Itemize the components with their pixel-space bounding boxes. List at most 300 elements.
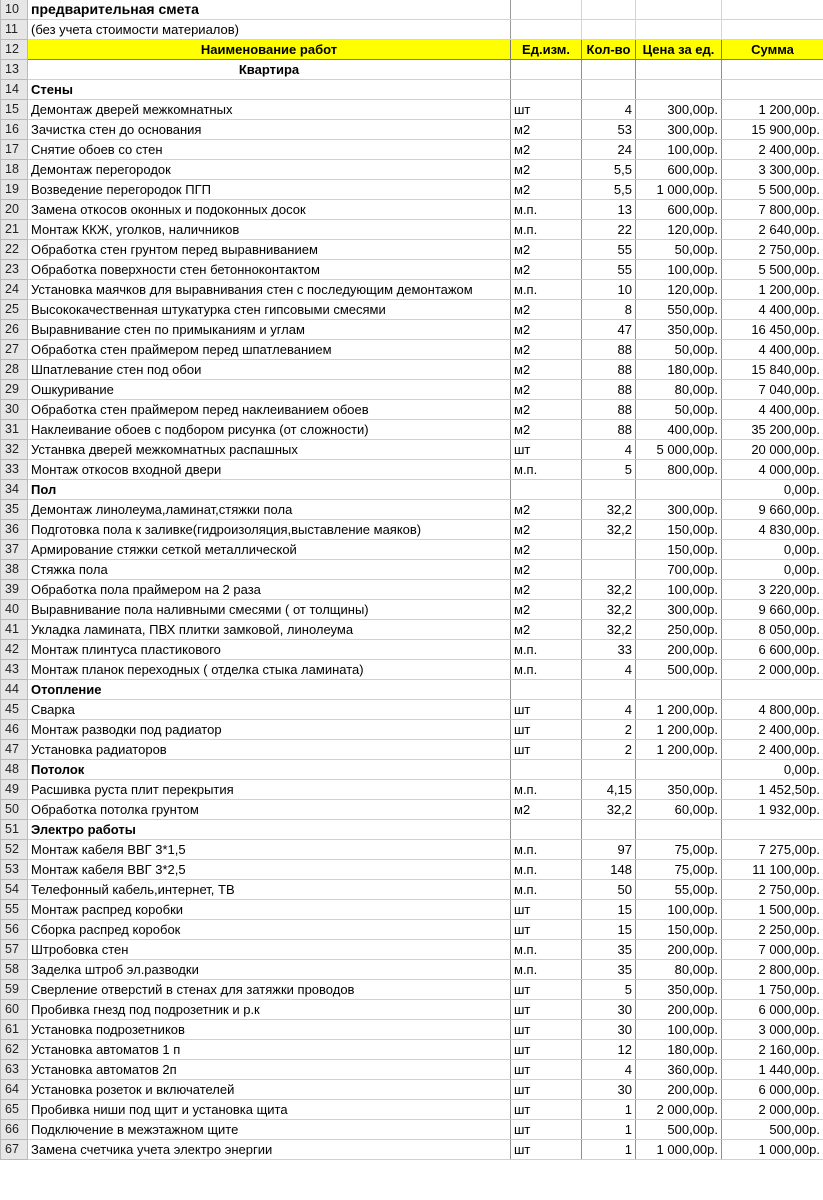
quantity-cell[interactable]: 53 (582, 120, 636, 140)
work-name[interactable]: Монтаж разводки под радиатор (28, 720, 511, 740)
sum-cell[interactable]: 15 900,00р. (722, 120, 823, 140)
row-number[interactable]: 17 (1, 140, 28, 160)
unit-cell[interactable]: шт (511, 700, 582, 720)
quantity-cell[interactable]: 10 (582, 280, 636, 300)
quantity-cell[interactable]: 35 (582, 940, 636, 960)
unit-cell[interactable]: шт (511, 440, 582, 460)
sum-cell[interactable]: 11 100,00р. (722, 860, 823, 880)
work-name[interactable]: Установка автоматов 1 п (28, 1040, 511, 1060)
unit-cell[interactable]: шт (511, 100, 582, 120)
row-number[interactable]: 67 (1, 1140, 28, 1160)
quantity-cell[interactable]: 5,5 (582, 180, 636, 200)
quantity-cell[interactable]: 47 (582, 320, 636, 340)
row-number[interactable]: 10 (1, 0, 28, 20)
unit-cell[interactable]: м2 (511, 620, 582, 640)
row-number[interactable]: 64 (1, 1080, 28, 1100)
quantity-cell[interactable]: 24 (582, 140, 636, 160)
unit-cell[interactable]: шт (511, 1060, 582, 1080)
sum-cell[interactable]: 4 800,00р. (722, 700, 823, 720)
work-name[interactable]: Пробивка гнезд под подрозетник и р.к (28, 1000, 511, 1020)
row-number[interactable]: 14 (1, 80, 28, 100)
row-number[interactable]: 29 (1, 380, 28, 400)
price-cell[interactable]: 1 200,00р. (636, 740, 722, 760)
header-sum[interactable]: Сумма (722, 40, 823, 60)
sum-cell[interactable]: 2 000,00р. (722, 1100, 823, 1120)
sum-cell[interactable] (722, 80, 823, 100)
unit-cell[interactable] (511, 480, 582, 500)
quantity-cell[interactable] (582, 60, 636, 80)
work-name[interactable]: Стены (28, 80, 511, 100)
quantity-cell[interactable]: 15 (582, 900, 636, 920)
sum-cell[interactable]: 9 660,00р. (722, 600, 823, 620)
price-cell[interactable]: 200,00р. (636, 1080, 722, 1100)
quantity-cell[interactable] (582, 80, 636, 100)
quantity-cell[interactable]: 22 (582, 220, 636, 240)
work-name[interactable]: Снятие обоев со стен (28, 140, 511, 160)
unit-cell[interactable]: м2 (511, 400, 582, 420)
work-name[interactable]: Квартира (28, 60, 511, 80)
quantity-cell[interactable]: 1 (582, 1100, 636, 1120)
price-cell[interactable]: 150,00р. (636, 520, 722, 540)
sum-cell[interactable] (722, 60, 823, 80)
unit-cell[interactable]: шт (511, 1140, 582, 1160)
work-name[interactable]: Обработка стен грунтом перед выравниванием (28, 240, 511, 260)
price-cell[interactable]: 300,00р. (636, 500, 722, 520)
price-cell[interactable] (636, 820, 722, 840)
row-number[interactable]: 31 (1, 420, 28, 440)
work-name[interactable]: Обработка стен праймером перед шпатлеванием (28, 340, 511, 360)
price-cell[interactable]: 500,00р. (636, 1120, 722, 1140)
quantity-cell[interactable]: 2 (582, 740, 636, 760)
price-cell[interactable]: 200,00р. (636, 940, 722, 960)
cell[interactable] (636, 0, 722, 20)
row-number[interactable]: 38 (1, 560, 28, 580)
estimate-title[interactable]: предварительная смета (28, 0, 511, 20)
sum-cell[interactable]: 4 830,00р. (722, 520, 823, 540)
unit-cell[interactable]: м2 (511, 300, 582, 320)
row-number[interactable]: 60 (1, 1000, 28, 1020)
row-number[interactable]: 43 (1, 660, 28, 680)
work-name[interactable]: Установка розеток и включателей (28, 1080, 511, 1100)
estimate-subtitle[interactable]: (без учета стоимости материалов) (28, 20, 511, 40)
cell[interactable] (582, 20, 636, 40)
price-cell[interactable]: 360,00р. (636, 1060, 722, 1080)
sum-cell[interactable]: 4 000,00р. (722, 460, 823, 480)
price-cell[interactable]: 50,00р. (636, 340, 722, 360)
price-cell[interactable]: 400,00р. (636, 420, 722, 440)
price-cell[interactable]: 120,00р. (636, 280, 722, 300)
price-cell[interactable]: 2 000,00р. (636, 1100, 722, 1120)
work-name[interactable]: Отопление (28, 680, 511, 700)
sum-cell[interactable]: 4 400,00р. (722, 340, 823, 360)
quantity-cell[interactable]: 13 (582, 200, 636, 220)
unit-cell[interactable]: м2 (511, 420, 582, 440)
sum-cell[interactable]: 1 452,50р. (722, 780, 823, 800)
price-cell[interactable]: 80,00р. (636, 960, 722, 980)
unit-cell[interactable]: м.п. (511, 280, 582, 300)
row-number[interactable]: 25 (1, 300, 28, 320)
quantity-cell[interactable]: 5,5 (582, 160, 636, 180)
unit-cell[interactable] (511, 60, 582, 80)
row-number[interactable]: 48 (1, 760, 28, 780)
row-number[interactable]: 39 (1, 580, 28, 600)
sum-cell[interactable]: 1 000,00р. (722, 1140, 823, 1160)
sum-cell[interactable]: 0,00р. (722, 760, 823, 780)
unit-cell[interactable]: м2 (511, 240, 582, 260)
unit-cell[interactable]: м2 (511, 560, 582, 580)
unit-cell[interactable]: шт (511, 1080, 582, 1100)
sum-cell[interactable]: 35 200,00р. (722, 420, 823, 440)
quantity-cell[interactable] (582, 760, 636, 780)
sum-cell[interactable] (722, 680, 823, 700)
row-number[interactable]: 66 (1, 1120, 28, 1140)
price-cell[interactable]: 300,00р. (636, 600, 722, 620)
sum-cell[interactable]: 1 750,00р. (722, 980, 823, 1000)
price-cell[interactable]: 300,00р. (636, 100, 722, 120)
sum-cell[interactable]: 4 400,00р. (722, 300, 823, 320)
sum-cell[interactable]: 5 500,00р. (722, 180, 823, 200)
quantity-cell[interactable]: 30 (582, 1000, 636, 1020)
quantity-cell[interactable]: 32,2 (582, 580, 636, 600)
sum-cell[interactable]: 16 450,00р. (722, 320, 823, 340)
row-number[interactable]: 62 (1, 1040, 28, 1060)
row-number[interactable]: 63 (1, 1060, 28, 1080)
unit-cell[interactable]: шт (511, 1000, 582, 1020)
price-cell[interactable]: 250,00р. (636, 620, 722, 640)
row-number[interactable]: 61 (1, 1020, 28, 1040)
price-cell[interactable]: 75,00р. (636, 860, 722, 880)
price-cell[interactable]: 120,00р. (636, 220, 722, 240)
cell[interactable] (511, 0, 582, 20)
work-name[interactable]: Штробовка стен (28, 940, 511, 960)
price-cell[interactable]: 80,00р. (636, 380, 722, 400)
unit-cell[interactable]: м2 (511, 320, 582, 340)
sum-cell[interactable]: 4 400,00р. (722, 400, 823, 420)
work-name[interactable]: Пробивка ниши под щит и установка щита (28, 1100, 511, 1120)
unit-cell[interactable]: шт (511, 920, 582, 940)
quantity-cell[interactable]: 32,2 (582, 520, 636, 540)
row-number[interactable]: 50 (1, 800, 28, 820)
row-number[interactable]: 42 (1, 640, 28, 660)
price-cell[interactable]: 55,00р. (636, 880, 722, 900)
unit-cell[interactable]: м.п. (511, 460, 582, 480)
quantity-cell[interactable]: 32,2 (582, 500, 636, 520)
sum-cell[interactable]: 3 220,00р. (722, 580, 823, 600)
unit-cell[interactable]: м2 (511, 120, 582, 140)
price-cell[interactable]: 500,00р. (636, 660, 722, 680)
row-number[interactable]: 47 (1, 740, 28, 760)
unit-cell[interactable]: м.п. (511, 640, 582, 660)
work-name[interactable]: Обработка поверхности стен бетонноконтактом (28, 260, 511, 280)
unit-cell[interactable] (511, 680, 582, 700)
price-cell[interactable]: 1 200,00р. (636, 720, 722, 740)
price-cell[interactable]: 180,00р. (636, 1040, 722, 1060)
row-number[interactable]: 19 (1, 180, 28, 200)
price-cell[interactable]: 50,00р. (636, 400, 722, 420)
work-name[interactable]: Стяжка пола (28, 560, 511, 580)
price-cell[interactable]: 100,00р. (636, 1020, 722, 1040)
row-number[interactable]: 34 (1, 480, 28, 500)
quantity-cell[interactable]: 88 (582, 360, 636, 380)
work-name[interactable]: Расшивка руста плит перекрытия (28, 780, 511, 800)
unit-cell[interactable]: шт (511, 1040, 582, 1060)
work-name[interactable]: Подключение в межэтажном щите (28, 1120, 511, 1140)
quantity-cell[interactable] (582, 820, 636, 840)
quantity-cell[interactable]: 4 (582, 1060, 636, 1080)
sum-cell[interactable]: 2 400,00р. (722, 140, 823, 160)
unit-cell[interactable]: м2 (511, 160, 582, 180)
row-number[interactable]: 16 (1, 120, 28, 140)
price-cell[interactable]: 180,00р. (636, 360, 722, 380)
quantity-cell[interactable]: 148 (582, 860, 636, 880)
unit-cell[interactable]: м2 (511, 520, 582, 540)
work-name[interactable]: Замена счетчика учета электро энергии (28, 1140, 511, 1160)
row-number[interactable]: 52 (1, 840, 28, 860)
unit-cell[interactable]: м2 (511, 180, 582, 200)
row-number[interactable]: 18 (1, 160, 28, 180)
sum-cell[interactable]: 7 800,00р. (722, 200, 823, 220)
sum-cell[interactable]: 0,00р. (722, 480, 823, 500)
work-name[interactable]: Монтаж кабеля ВВГ 3*2,5 (28, 860, 511, 880)
row-number[interactable]: 32 (1, 440, 28, 460)
sum-cell[interactable]: 1 932,00р. (722, 800, 823, 820)
price-cell[interactable]: 1 000,00р. (636, 1140, 722, 1160)
cell[interactable] (636, 20, 722, 40)
price-cell[interactable]: 1 200,00р. (636, 700, 722, 720)
row-number[interactable]: 37 (1, 540, 28, 560)
price-cell[interactable]: 700,00р. (636, 560, 722, 580)
work-name[interactable]: Высококачественная штукатурка стен гипсовыми смесями (28, 300, 511, 320)
price-cell[interactable]: 100,00р. (636, 140, 722, 160)
work-name[interactable]: Демонтаж дверей межкомнатных (28, 100, 511, 120)
unit-cell[interactable]: шт (511, 980, 582, 1000)
quantity-cell[interactable]: 32,2 (582, 620, 636, 640)
unit-cell[interactable]: м2 (511, 360, 582, 380)
work-name[interactable]: Заделка штроб эл.разводки (28, 960, 511, 980)
cell[interactable] (722, 0, 823, 20)
sum-cell[interactable]: 2 400,00р. (722, 720, 823, 740)
sum-cell[interactable]: 2 400,00р. (722, 740, 823, 760)
sum-cell[interactable]: 20 000,00р. (722, 440, 823, 460)
work-name[interactable]: Устанвка дверей межкомнатных распашных (28, 440, 511, 460)
work-name[interactable]: Монтаж плинтуса пластикового (28, 640, 511, 660)
quantity-cell[interactable]: 55 (582, 240, 636, 260)
sum-cell[interactable]: 6 000,00р. (722, 1080, 823, 1100)
price-cell[interactable]: 50,00р. (636, 240, 722, 260)
quantity-cell[interactable]: 88 (582, 380, 636, 400)
row-number[interactable]: 44 (1, 680, 28, 700)
row-number[interactable]: 21 (1, 220, 28, 240)
quantity-cell[interactable]: 88 (582, 340, 636, 360)
unit-cell[interactable] (511, 760, 582, 780)
sum-cell[interactable]: 9 660,00р. (722, 500, 823, 520)
quantity-cell[interactable]: 32,2 (582, 600, 636, 620)
row-number[interactable]: 33 (1, 460, 28, 480)
work-name[interactable]: Установка автоматов 2п (28, 1060, 511, 1080)
work-name[interactable]: Телефонный кабель,интернет, ТВ (28, 880, 511, 900)
quantity-cell[interactable]: 32,2 (582, 800, 636, 820)
unit-cell[interactable] (511, 80, 582, 100)
sum-cell[interactable]: 8 050,00р. (722, 620, 823, 640)
quantity-cell[interactable]: 50 (582, 880, 636, 900)
unit-cell[interactable] (511, 820, 582, 840)
cell[interactable] (582, 0, 636, 20)
quantity-cell[interactable]: 4 (582, 700, 636, 720)
row-number[interactable]: 40 (1, 600, 28, 620)
quantity-cell[interactable]: 4 (582, 660, 636, 680)
work-name[interactable]: Подготовка пола к заливке(гидроизоляция,выставление маяков) (28, 520, 511, 540)
price-cell[interactable] (636, 680, 722, 700)
sum-cell[interactable]: 2 750,00р. (722, 240, 823, 260)
unit-cell[interactable]: шт (511, 740, 582, 760)
quantity-cell[interactable]: 15 (582, 920, 636, 940)
sum-cell[interactable]: 1 500,00р. (722, 900, 823, 920)
price-cell[interactable]: 600,00р. (636, 160, 722, 180)
price-cell[interactable]: 200,00р. (636, 1000, 722, 1020)
price-cell[interactable] (636, 60, 722, 80)
quantity-cell[interactable]: 33 (582, 640, 636, 660)
cell[interactable] (511, 20, 582, 40)
sum-cell[interactable]: 0,00р. (722, 540, 823, 560)
work-name[interactable]: Потолок (28, 760, 511, 780)
unit-cell[interactable]: м2 (511, 580, 582, 600)
row-number[interactable]: 57 (1, 940, 28, 960)
work-name[interactable]: Шпатлевание стен под обои (28, 360, 511, 380)
price-cell[interactable]: 100,00р. (636, 900, 722, 920)
quantity-cell[interactable]: 1 (582, 1120, 636, 1140)
sum-cell[interactable]: 7 275,00р. (722, 840, 823, 860)
unit-cell[interactable]: шт (511, 900, 582, 920)
sum-cell[interactable]: 3 000,00р. (722, 1020, 823, 1040)
work-name[interactable]: Монтаж откосов входной двери (28, 460, 511, 480)
work-name[interactable]: Демонтаж линолеума,ламинат,стяжки пола (28, 500, 511, 520)
unit-cell[interactable]: м.п. (511, 780, 582, 800)
price-cell[interactable]: 600,00р. (636, 200, 722, 220)
price-cell[interactable]: 100,00р. (636, 580, 722, 600)
sum-cell[interactable]: 2 800,00р. (722, 960, 823, 980)
work-name[interactable]: Обработка потолка грунтом (28, 800, 511, 820)
price-cell[interactable]: 350,00р. (636, 320, 722, 340)
sum-cell[interactable]: 7 000,00р. (722, 940, 823, 960)
price-cell[interactable]: 150,00р. (636, 920, 722, 940)
unit-cell[interactable]: шт (511, 1120, 582, 1140)
unit-cell[interactable]: м.п. (511, 840, 582, 860)
row-number[interactable]: 65 (1, 1100, 28, 1120)
quantity-cell[interactable]: 35 (582, 960, 636, 980)
row-number[interactable]: 30 (1, 400, 28, 420)
quantity-cell[interactable]: 2 (582, 720, 636, 740)
quantity-cell[interactable] (582, 560, 636, 580)
work-name[interactable]: Укладка ламината, ПВХ плитки замковой, линолеума (28, 620, 511, 640)
sum-cell[interactable]: 1 440,00р. (722, 1060, 823, 1080)
work-name[interactable]: Зачистка стен до основания (28, 120, 511, 140)
unit-cell[interactable]: шт (511, 720, 582, 740)
unit-cell[interactable]: м.п. (511, 660, 582, 680)
sum-cell[interactable]: 1 200,00р. (722, 100, 823, 120)
unit-cell[interactable]: м2 (511, 500, 582, 520)
price-cell[interactable]: 1 000,00р. (636, 180, 722, 200)
quantity-cell[interactable]: 88 (582, 420, 636, 440)
quantity-cell[interactable]: 88 (582, 400, 636, 420)
work-name[interactable]: Сборка распред коробок (28, 920, 511, 940)
quantity-cell[interactable]: 30 (582, 1020, 636, 1040)
price-cell[interactable]: 800,00р. (636, 460, 722, 480)
price-cell[interactable]: 300,00р. (636, 120, 722, 140)
quantity-cell[interactable]: 55 (582, 260, 636, 280)
work-name[interactable]: Монтаж планок переходных ( отделка стыка ламината) (28, 660, 511, 680)
sum-cell[interactable]: 2 160,00р. (722, 1040, 823, 1060)
row-number[interactable]: 28 (1, 360, 28, 380)
work-name[interactable]: Установка подрозетников (28, 1020, 511, 1040)
work-name[interactable]: Обработка пола праймером на 2 раза (28, 580, 511, 600)
quantity-cell[interactable]: 5 (582, 460, 636, 480)
sum-cell[interactable]: 2 000,00р. (722, 660, 823, 680)
work-name[interactable]: Армирование стяжки сеткой металлической (28, 540, 511, 560)
quantity-cell[interactable]: 30 (582, 1080, 636, 1100)
sum-cell[interactable]: 2 250,00р. (722, 920, 823, 940)
price-cell[interactable]: 100,00р. (636, 260, 722, 280)
unit-cell[interactable]: м.п. (511, 860, 582, 880)
unit-cell[interactable]: м.п. (511, 880, 582, 900)
cell[interactable] (722, 20, 823, 40)
row-number[interactable]: 58 (1, 960, 28, 980)
row-number[interactable]: 51 (1, 820, 28, 840)
row-number[interactable]: 11 (1, 20, 28, 40)
row-number[interactable]: 36 (1, 520, 28, 540)
row-number[interactable]: 41 (1, 620, 28, 640)
quantity-cell[interactable]: 12 (582, 1040, 636, 1060)
row-number[interactable]: 45 (1, 700, 28, 720)
unit-cell[interactable]: м2 (511, 340, 582, 360)
quantity-cell[interactable]: 4,15 (582, 780, 636, 800)
price-cell[interactable] (636, 480, 722, 500)
unit-cell[interactable]: м2 (511, 260, 582, 280)
unit-cell[interactable]: м.п. (511, 200, 582, 220)
unit-cell[interactable]: шт (511, 1020, 582, 1040)
price-cell[interactable] (636, 760, 722, 780)
row-number[interactable]: 35 (1, 500, 28, 520)
work-name[interactable]: Монтаж распред коробки (28, 900, 511, 920)
work-name[interactable]: Электро работы (28, 820, 511, 840)
row-number[interactable]: 23 (1, 260, 28, 280)
price-cell[interactable]: 350,00р. (636, 780, 722, 800)
row-number[interactable]: 22 (1, 240, 28, 260)
work-name[interactable]: Установка радиаторов (28, 740, 511, 760)
sum-cell[interactable]: 2 750,00р. (722, 880, 823, 900)
quantity-cell[interactable]: 4 (582, 100, 636, 120)
work-name[interactable]: Обработка стен праймером перед наклеиванием обоев (28, 400, 511, 420)
quantity-cell[interactable] (582, 540, 636, 560)
price-cell[interactable]: 200,00р. (636, 640, 722, 660)
work-name[interactable]: Замена откосов оконных и подоконных досок (28, 200, 511, 220)
work-name[interactable]: Возведение перегородок ПГП (28, 180, 511, 200)
row-number[interactable]: 20 (1, 200, 28, 220)
price-cell[interactable]: 550,00р. (636, 300, 722, 320)
work-name[interactable]: Монтаж кабеля ВВГ 3*1,5 (28, 840, 511, 860)
price-cell[interactable]: 5 000,00р. (636, 440, 722, 460)
work-name[interactable]: Сверление отверстий в стенах для затяжки проводов (28, 980, 511, 1000)
sum-cell[interactable]: 5 500,00р. (722, 260, 823, 280)
row-number[interactable]: 53 (1, 860, 28, 880)
work-name[interactable]: Демонтаж перегородок (28, 160, 511, 180)
quantity-cell[interactable]: 4 (582, 440, 636, 460)
row-number[interactable]: 49 (1, 780, 28, 800)
work-name[interactable]: Установка маячков для выравнивания стен с последующим демонтажом (28, 280, 511, 300)
row-number[interactable]: 26 (1, 320, 28, 340)
row-number[interactable]: 46 (1, 720, 28, 740)
work-name[interactable]: Выравнивание стен по примыканиям и углам (28, 320, 511, 340)
sum-cell[interactable]: 1 200,00р. (722, 280, 823, 300)
